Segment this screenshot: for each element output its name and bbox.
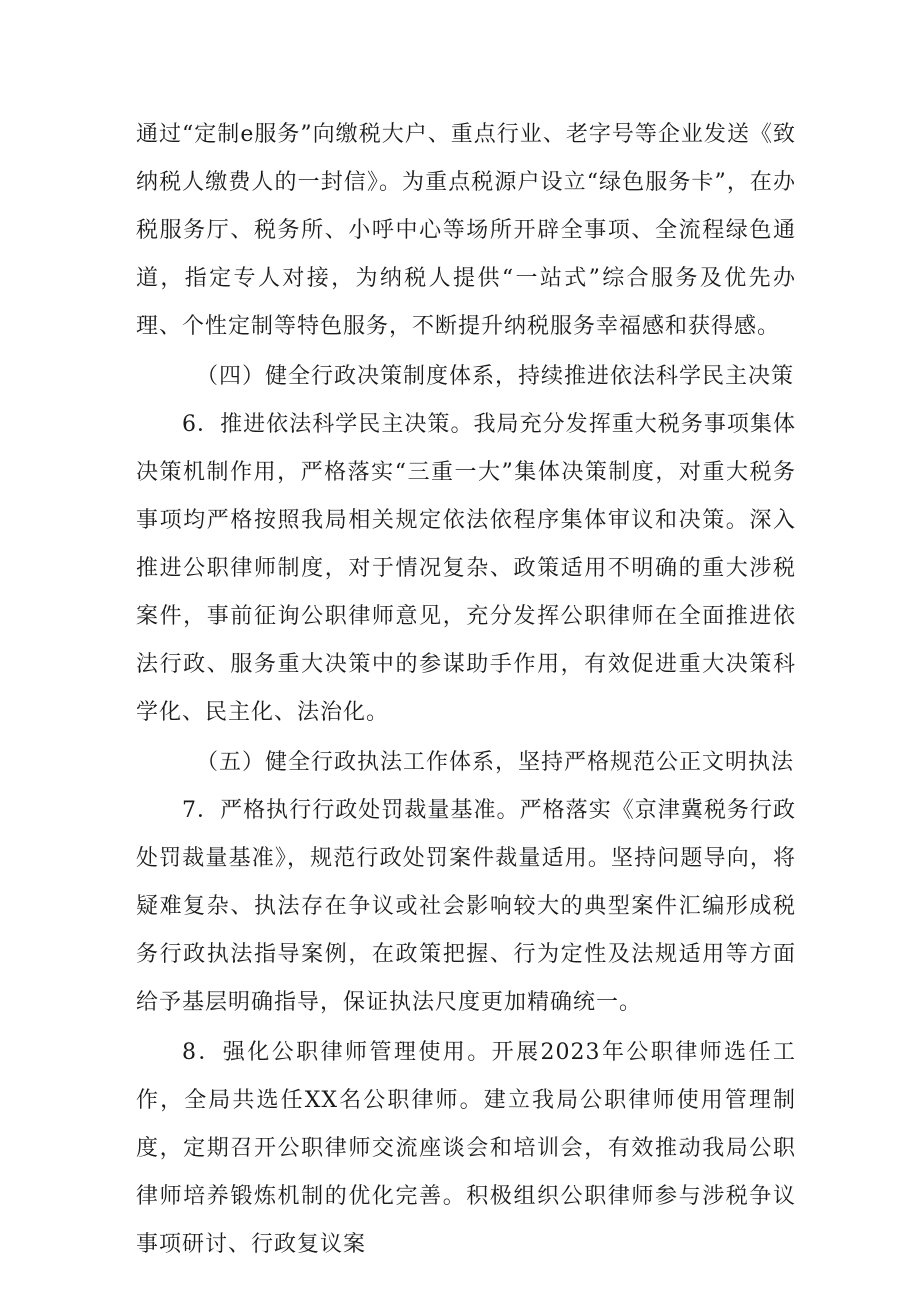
document-body bbox=[136, 111, 796, 1271]
paragraph-item-6: 6．推进依法科学民主决策。我局充分发挥重大税务事项集体决策机制作用，严格落实“三重一大”集体决策制度，对重大税务事项均严格按照我局相关规定依法依程序集体审议和决策。深入推进公职律师制度，对于情况复杂、政策适用不明确的重大涉税案件，事前征询公职律师意见，充分发挥公职律师在全面推进依法行政、服务重大决策中的参谋助手作用，有效促进重大决策科学化、民主化、法治化。 bbox=[136, 412, 796, 725]
paragraph-item-7: 7．严格执行行政处罚裁量基准。严格落实《京津冀税务行政处罚裁量基准》，规范行政处罚案件裁量适用。坚持问题导向，将疑难复杂、执法存在争议或社会影响较大的典型案件汇编形成税务行政执法指导案例，在政策把握、行为定性及法规适用等方面给予基层明确指导，保证执法尺度更加精确统一。 bbox=[136, 798, 796, 1015]
paragraph-item-8: 8．强化公职律师管理使用。开展2023年公职律师选任工作，全局共选任XX名公职律师。建立我局公职律师使用管理制度，定期召开公职律师交流座谈会和培训会，有效推动我局公职律师培养锻炼机制的优化完善。积极组织公职律师参与涉税争议事项研讨、行政复议案 bbox=[136, 1040, 796, 1257]
section-heading-5: （五）健全行政执法工作体系，坚持严格规范公正文明执法 bbox=[196, 750, 795, 775]
paragraph-service-continuation: 通过“定制e服务”向缴税大户、重点行业、老字号等企业发送《致纳税人缴费人的一封信》。为重点税源户设立“绿色服务卡”，在办税服务厅、税务所、小呼中心等场所开辟全事项、全流程绿色通道，指定专人对接，为纳税人提供“一站式”综合服务及优先办理、个性定制等特色服务，不断提升纳税服务幸福感和获得感。 bbox=[136, 122, 796, 339]
section-heading-4: （四）健全行政决策制度体系，持续推进依法科学民主决策 bbox=[196, 364, 795, 389]
